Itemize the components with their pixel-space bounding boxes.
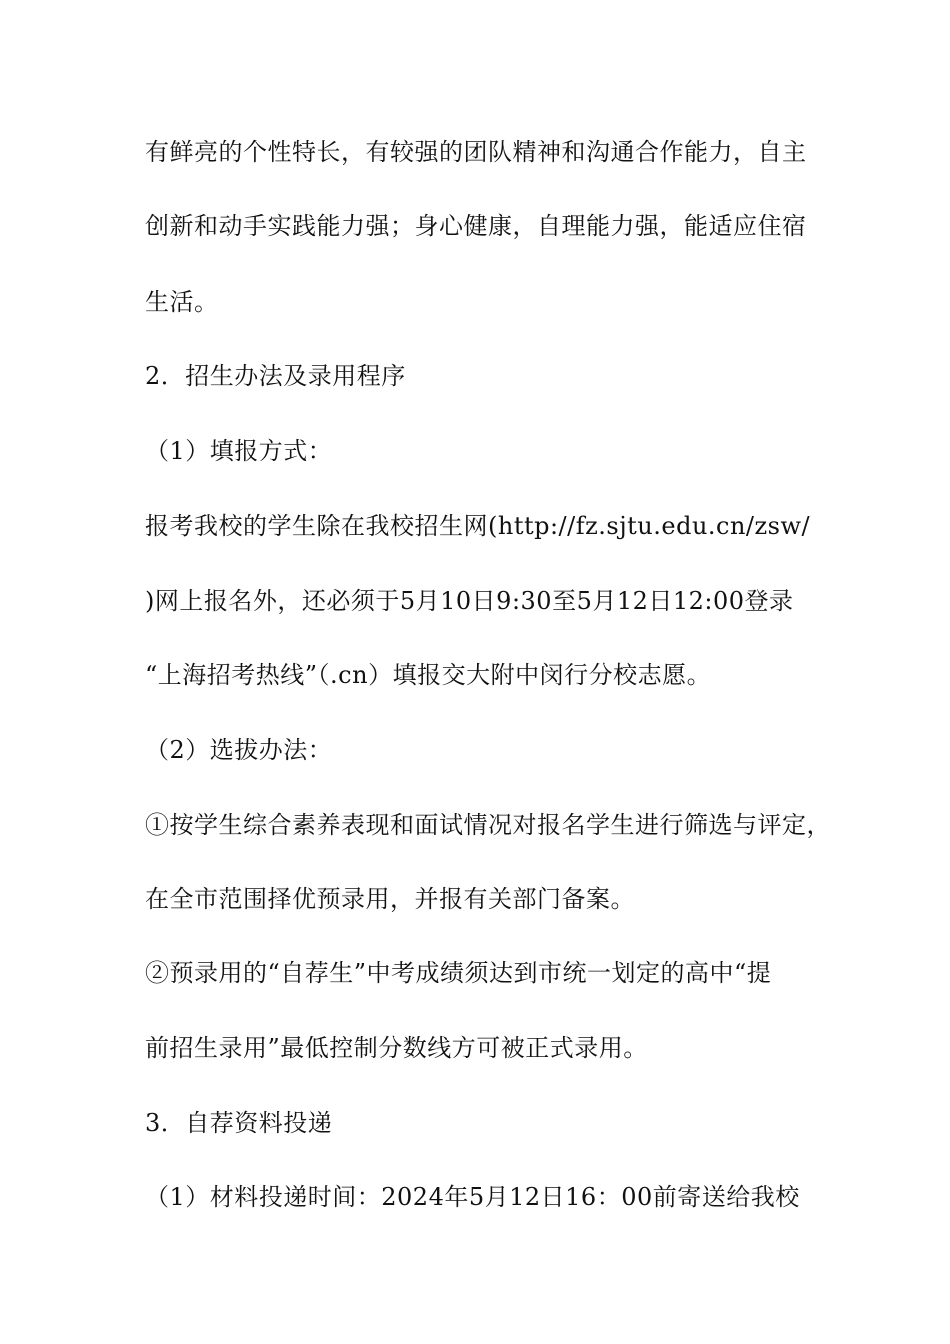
subsection-heading: （1）材料投递时间：2024年5月12日16：00前寄送给我校 (145, 1183, 800, 1211)
body-text-line: 生活。 (145, 288, 219, 316)
body-text-line: 在全市范围择优预录用，并报有关部门备案。 (145, 885, 635, 913)
body-text-line: 创新和动手实践能力强；身心健康，自理能力强，能适应住宿 (145, 212, 807, 240)
list-item: ①按学生综合素养表现和面试情况对报名学生进行筛选与评定， (145, 811, 831, 839)
body-text-line: 前招生录用”最低控制分数线方可被正式录用。 (145, 1034, 648, 1062)
subsection-heading: （1）填报方式： (145, 437, 333, 465)
body-text-line: “上海招考热线”（.cn）填报交大附中闵行分校志愿。 (145, 661, 712, 689)
body-text-line: )网上报名外，还必须于5月10日9:30至5月12日12:00登录 (145, 587, 794, 615)
body-text-line: 报考我校的学生除在我校招生网(http://fz.sjtu.edu.cn/zsw/ (145, 512, 811, 540)
section-heading: 3．自荐资料投递 (145, 1109, 333, 1137)
body-text-line: 有鲜亮的个性特长，有较强的团队精神和沟通合作能力，自主 (145, 138, 807, 166)
list-item: ②预录用的“自荐生”中考成绩须达到市统一划定的高中“提 (145, 959, 772, 987)
subsection-heading: （2）选拔办法： (145, 736, 333, 764)
section-heading: 2．招生办法及录用程序 (145, 362, 406, 390)
